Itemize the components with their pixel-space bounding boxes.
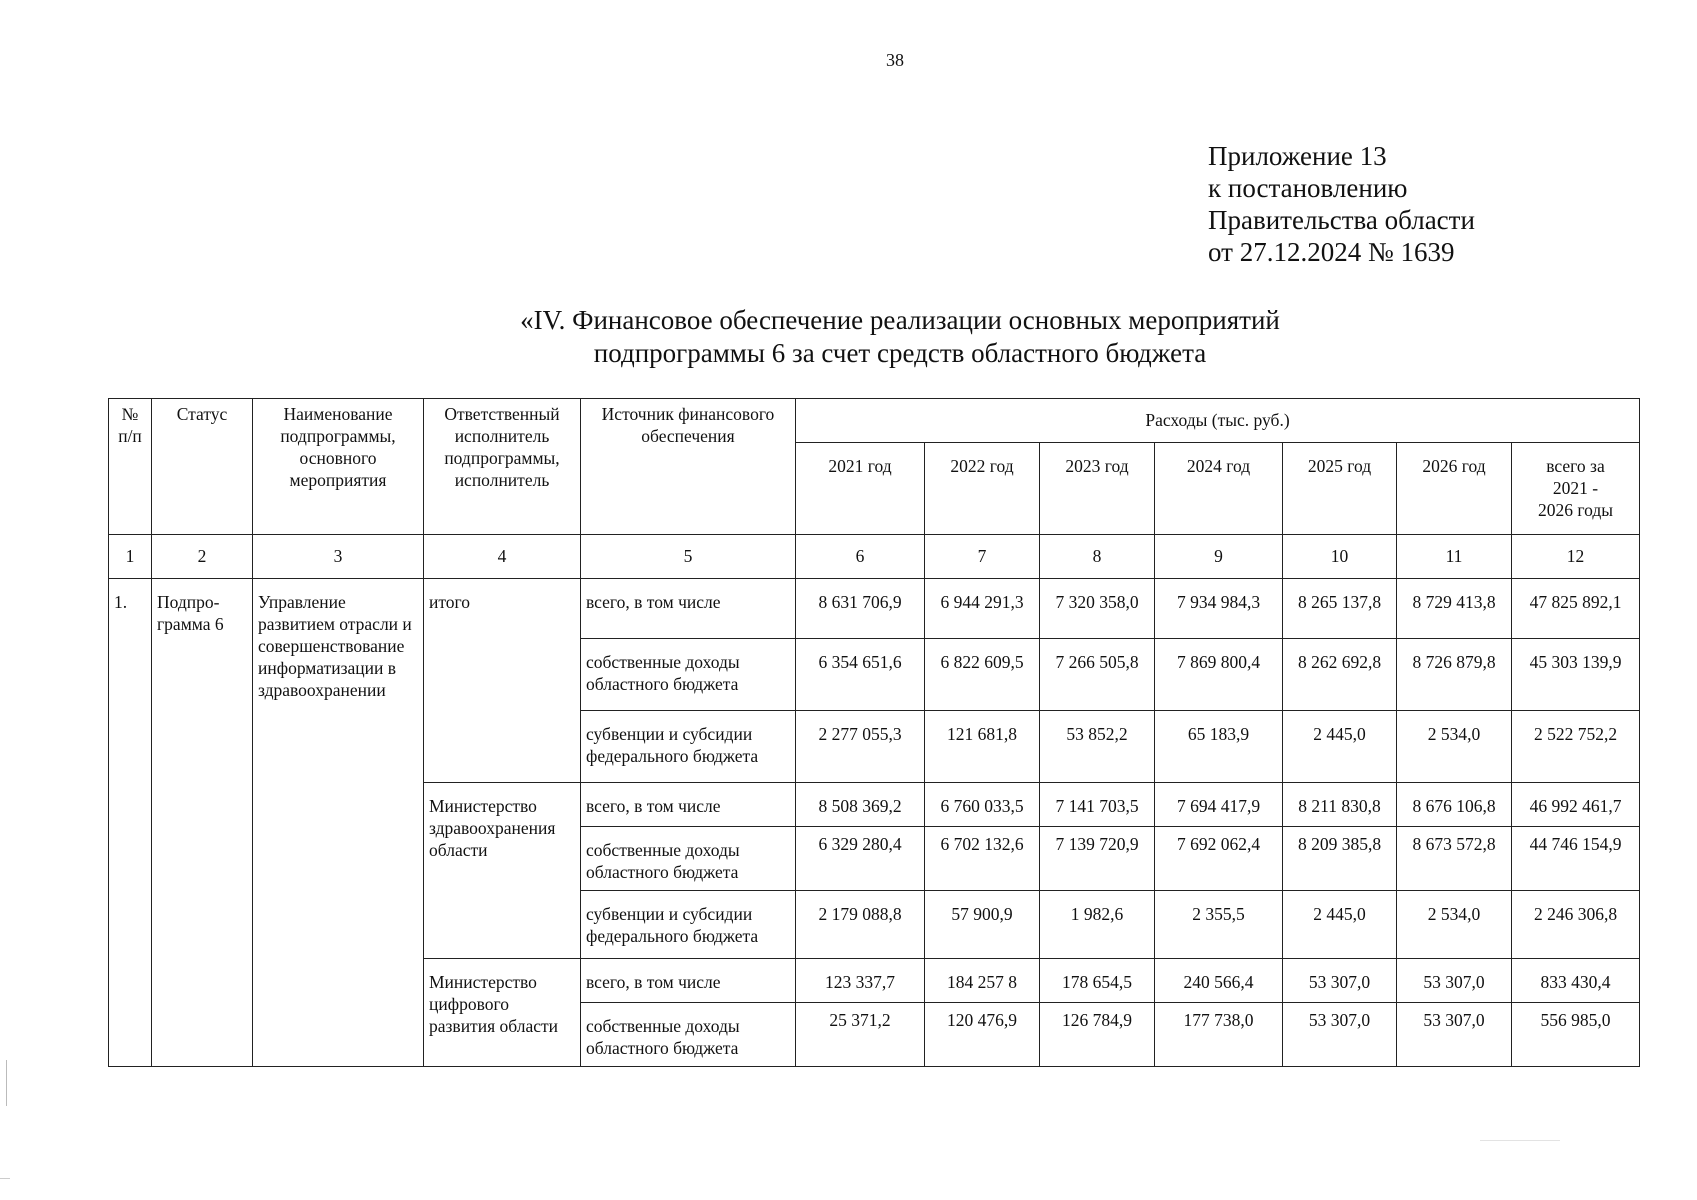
header-year-2024: 2024 год: [1155, 443, 1283, 535]
value-cell: 46 992 461,7: [1512, 783, 1640, 827]
scan-margin-tick: [0, 1178, 10, 1179]
appendix-line: Приложение 13: [1208, 141, 1387, 171]
value-cell: 2 534,0: [1397, 711, 1512, 783]
value-cell: 8 631 706,9: [796, 579, 925, 639]
scan-artifact-line: [1480, 1140, 1560, 1141]
column-number: 12: [1512, 535, 1640, 579]
value-cell: 126 784,9: [1040, 1003, 1155, 1067]
value-cell: 7 869 800,4: [1155, 639, 1283, 711]
entry-name: Управление развитием отрасли и совершенствование информатизации в здравоохранении: [253, 579, 424, 1067]
source-cell: субвенции и субсидии федерального бюджета: [581, 891, 796, 959]
value-cell: 7 141 703,5: [1040, 783, 1155, 827]
value-cell: 7 266 505,8: [1040, 639, 1155, 711]
source-cell: всего, в том числе: [581, 579, 796, 639]
value-cell: 2 246 306,8: [1512, 891, 1640, 959]
table-row: [109, 579, 1640, 639]
value-cell: 7 694 417,9: [1155, 783, 1283, 827]
value-cell: 53 307,0: [1397, 959, 1512, 1003]
value-cell: 7 320 358,0: [1040, 579, 1155, 639]
value-cell: 6 702 132,6: [925, 827, 1040, 891]
executor-cell: итого: [424, 579, 581, 783]
column-number: 7: [925, 535, 1040, 579]
value-cell: 556 985,0: [1512, 1003, 1640, 1067]
appendix-line: от 27.12.2024 № 1639: [1208, 237, 1455, 267]
source-cell: собственные доходы областного бюджета: [581, 1003, 796, 1067]
value-cell: 8 209 385,8: [1283, 827, 1397, 891]
value-cell: 184 257 8: [925, 959, 1040, 1003]
source-cell: собственные доходы областного бюджета: [581, 827, 796, 891]
source-cell: субвенции и субсидии федерального бюджета: [581, 711, 796, 783]
value-cell: 6 354 651,6: [796, 639, 925, 711]
appendix-line: к постановлению: [1208, 173, 1408, 203]
value-cell: 7 934 984,3: [1155, 579, 1283, 639]
header-executor: Ответственный исполнитель подпрограммы, исполнитель: [424, 399, 581, 535]
value-cell: 2 277 055,3: [796, 711, 925, 783]
value-cell: 1 982,6: [1040, 891, 1155, 959]
executor-cell: Министерство цифрового развития области: [424, 959, 581, 1067]
header-year-2025: 2025 год: [1283, 443, 1397, 535]
header-year-2026: 2026 год: [1397, 443, 1512, 535]
header-expenses: Расходы (тыс. руб.): [796, 399, 1640, 443]
value-cell: 8 726 879,8: [1397, 639, 1512, 711]
value-cell: 45 303 139,9: [1512, 639, 1640, 711]
column-number: 3: [253, 535, 424, 579]
executor-cell: Министерство здравоохранения области: [424, 783, 581, 959]
value-cell: 6 329 280,4: [796, 827, 925, 891]
appendix-block: [1208, 140, 1475, 268]
header-name: Наименование подпрограммы, основного мероприятия: [253, 399, 424, 535]
page-number: 38: [886, 50, 904, 70]
title-line: подпрограммы 6 за счет средств областного бюджета: [593, 338, 1207, 368]
value-cell: 8 265 137,8: [1283, 579, 1397, 639]
value-cell: 2 355,5: [1155, 891, 1283, 959]
header-year-2022: 2022 год: [925, 443, 1040, 535]
value-cell: 8 729 413,8: [1397, 579, 1512, 639]
value-cell: 65 183,9: [1155, 711, 1283, 783]
value-cell: 2 445,0: [1283, 711, 1397, 783]
value-cell: 2 534,0: [1397, 891, 1512, 959]
value-cell: 7 692 062,4: [1155, 827, 1283, 891]
header-year-2023: 2023 год: [1040, 443, 1155, 535]
value-cell: 6 822 609,5: [925, 639, 1040, 711]
value-cell: 8 211 830,8: [1283, 783, 1397, 827]
document-title: [300, 304, 1500, 370]
value-cell: 2 179 088,8: [796, 891, 925, 959]
value-cell: 178 654,5: [1040, 959, 1155, 1003]
value-cell: 53 307,0: [1397, 1003, 1512, 1067]
column-number: 11: [1397, 535, 1512, 579]
header-total: всего за 2021 - 2026 годы: [1512, 443, 1640, 535]
appendix-line: Правительства области: [1208, 205, 1475, 235]
value-cell: 57 900,9: [925, 891, 1040, 959]
value-cell: 53 307,0: [1283, 959, 1397, 1003]
value-cell: 6 760 033,5: [925, 783, 1040, 827]
value-cell: 7 139 720,9: [1040, 827, 1155, 891]
column-number: 6: [796, 535, 925, 579]
value-cell: 177 738,0: [1155, 1003, 1283, 1067]
value-cell: 25 371,2: [796, 1003, 925, 1067]
value-cell: 121 681,8: [925, 711, 1040, 783]
entry-number: 1.: [109, 579, 152, 1067]
value-cell: 833 430,4: [1512, 959, 1640, 1003]
column-number: 2: [152, 535, 253, 579]
source-cell: собственные доходы областного бюджета: [581, 639, 796, 711]
title-line: «IV. Финансовое обеспечение реализации основных мероприятий: [520, 305, 1280, 335]
column-number: 4: [424, 535, 581, 579]
scan-margin-mark: [6, 1060, 13, 1106]
value-cell: 2 445,0: [1283, 891, 1397, 959]
header-source: Источник финансового обеспечения: [581, 399, 796, 535]
value-cell: 8 676 106,8: [1397, 783, 1512, 827]
value-cell: 8 508 369,2: [796, 783, 925, 827]
value-cell: 53 852,2: [1040, 711, 1155, 783]
source-cell: всего, в том числе: [581, 959, 796, 1003]
value-cell: 2 522 752,2: [1512, 711, 1640, 783]
value-cell: 8 262 692,8: [1283, 639, 1397, 711]
column-number: 9: [1155, 535, 1283, 579]
value-cell: 53 307,0: [1283, 1003, 1397, 1067]
value-cell: 44 746 154,9: [1512, 827, 1640, 891]
source-cell: всего, в том числе: [581, 783, 796, 827]
value-cell: 123 337,7: [796, 959, 925, 1003]
column-number: 8: [1040, 535, 1155, 579]
header-num: № п/п: [109, 399, 152, 535]
column-number: 5: [581, 535, 796, 579]
value-cell: 47 825 892,1: [1512, 579, 1640, 639]
value-cell: 8 673 572,8: [1397, 827, 1512, 891]
column-number: 10: [1283, 535, 1397, 579]
value-cell: 240 566,4: [1155, 959, 1283, 1003]
entry-status: Подпро-грамма 6: [152, 579, 253, 1067]
column-number: 1: [109, 535, 152, 579]
header-status: Статус: [152, 399, 253, 535]
header-year-2021: 2021 год: [796, 443, 925, 535]
value-cell: 6 944 291,3: [925, 579, 1040, 639]
value-cell: 120 476,9: [925, 1003, 1040, 1067]
financing-table: [108, 398, 1640, 1067]
